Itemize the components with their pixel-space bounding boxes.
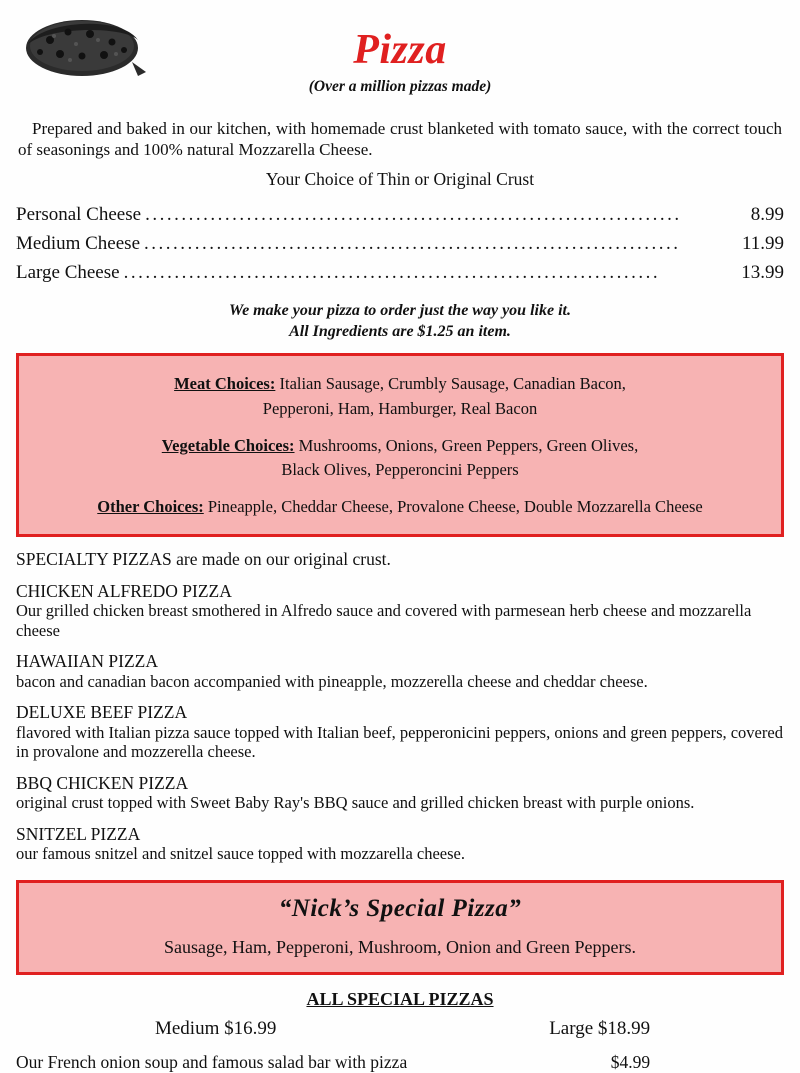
specialty-item-name: BBQ CHICKEN PIZZA [16, 773, 189, 794]
specialty-item [16, 824, 784, 864]
meat-choices-label: Meat Choices: [174, 374, 276, 393]
menu-header [16, 0, 784, 112]
page-subtitle: (Over a million pizzas made) [308, 78, 492, 95]
price-item-name: Personal Cheese [16, 203, 142, 225]
specialty-item-name: SNITZEL PIZZA [16, 824, 141, 845]
crust-choice-text: Your Choice of Thin or Original Crust [265, 168, 535, 189]
tagline-line-1: We make your pizza to order just the way you like it. [229, 301, 571, 319]
order-tagline [16, 300, 784, 343]
ingredient-choices-box [16, 353, 784, 537]
price-item-name: Medium Cheese [16, 232, 141, 254]
specialty-item-desc: bacon and canadian bacon accompanied with pineapple, mozzerella cheese and cheddar cheese. [16, 671, 648, 691]
page-title: Pizza [353, 27, 447, 73]
vegetable-choices-text-1: Mushrooms, Onions, Green Peppers, Green Olives, [298, 435, 639, 455]
other-choices-label: Other Choices: [97, 497, 204, 516]
all-special-pizzas-heading: ALL SPECIAL PIZZAS [306, 988, 494, 1009]
price-item-amount: 13.99 [741, 262, 784, 284]
dot-leader: .......................................................................... [144, 232, 681, 254]
soup-salad-price: $4.99 [610, 1051, 651, 1072]
specialty-item-name: HAWAIIAN PIZZA [16, 651, 158, 672]
specialty-item-name: DELUXE BEEF PIZZA [16, 702, 188, 723]
dot-leader: .......................................................................... [123, 262, 661, 284]
nicks-special-box [16, 880, 784, 975]
price-row [16, 229, 784, 258]
intro-description: Prepared and baked in our kitchen, with homemade crust blanketed with tomato sauce, with the correct touch of seasonings and 100% natural Mozzarella Cheese. [18, 119, 782, 160]
meat-choices-line-2: Pepperoni, Ham, Hamburger, Real Bacon [262, 398, 538, 418]
meat-choices-line-1 [29, 372, 771, 397]
specialty-item [16, 702, 784, 762]
dot-leader: .......................................................................... [145, 203, 682, 225]
vegetable-choices-line-1 [29, 434, 771, 459]
specialty-item [16, 581, 784, 641]
other-choices-text-1: Pineapple, Cheddar Cheese, Provalone Cheese, Double Mozzarella Cheese [207, 497, 703, 516]
specialty-item-desc: flavored with Italian pizza sauce topped with Italian beef, pepperonicini peppers, onions and green peppers, covered in provalone and mozzerella cheese. [16, 722, 783, 762]
large-price: Large $18.99 [549, 1017, 651, 1039]
specialty-item-desc: Our grilled chicken breast smothered in Alfredo sauce and covered with parmesean herb cheese and mozzarella cheese [16, 600, 752, 640]
specialty-item [16, 773, 784, 813]
cheese-price-list [16, 200, 784, 288]
vegetable-choices-label: Vegetable Choices: [161, 435, 295, 455]
specialty-item [16, 651, 784, 691]
price-item-name: Large Cheese [16, 262, 120, 284]
specialty-item-desc: original crust topped with Sweet Baby Ray's BBQ sauce and grilled chicken breast with purple onions. [16, 793, 695, 813]
specialty-note: SPECIALTY PIZZAS are made on our original crust. [16, 548, 391, 569]
meat-choices-text-1: Italian Sausage, Crumbly Sausage, Canadian Bacon, [279, 374, 626, 393]
vegetable-choices-group [29, 434, 771, 484]
pizza-slice-icon [20, 10, 150, 82]
special-pizza-prices [16, 1018, 784, 1040]
price-item-amount: 8.99 [750, 203, 784, 225]
specialty-item-desc: our famous snitzel and snitzel sauce topped with mozzarella cheese. [16, 844, 465, 864]
other-choices-group [29, 495, 771, 520]
soup-salad-text: Our French onion soup and famous salad bar with pizza [16, 1051, 408, 1072]
nicks-special-title: “Nick’s Special Pizza” [278, 894, 522, 922]
price-row [16, 200, 784, 229]
meat-choices-group [29, 372, 771, 422]
other-choices-line-1 [29, 495, 771, 520]
tagline-line-2: All Ingredients are $1.25 an item. [289, 323, 511, 341]
specialty-item-name: CHICKEN ALFREDO PIZZA [16, 580, 232, 601]
vegetable-choices-line-2: Black Olives, Pepperoncini Peppers [281, 460, 519, 480]
medium-price: Medium $16.99 [154, 1017, 277, 1039]
price-row [16, 258, 784, 287]
price-item-amount: 11.99 [741, 232, 784, 254]
nicks-special-desc: Sausage, Ham, Pepperoni, Mushroom, Onion and Green Peppers. [164, 936, 636, 957]
